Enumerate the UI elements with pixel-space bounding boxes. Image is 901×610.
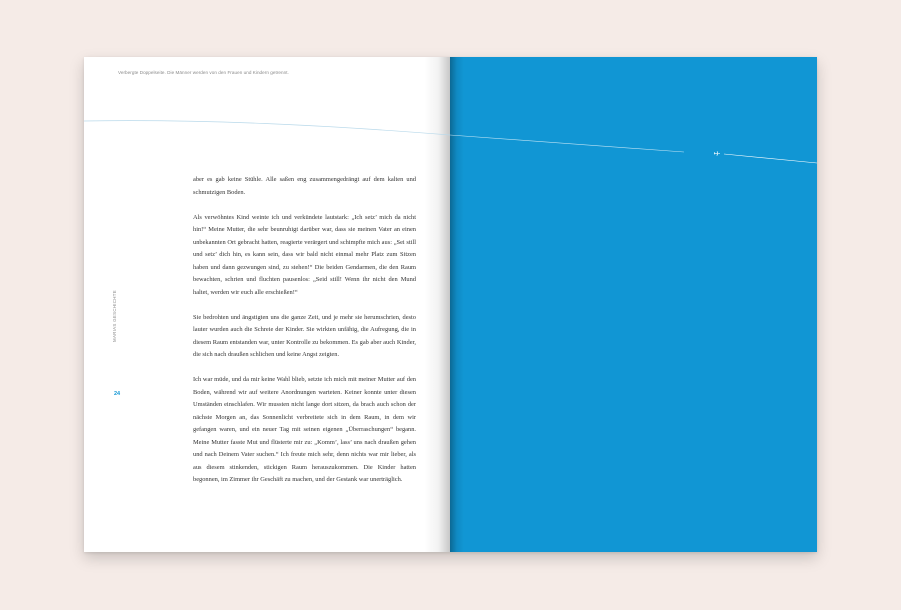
image-caption: Verbergte Doppelseite. Die Männer werden von den Frauen und Kindern getrennt.: [118, 70, 289, 75]
left-page: [84, 57, 450, 552]
gutter-shadow-right: [450, 57, 464, 552]
gutter-shadow: [424, 57, 450, 552]
page-number: 24: [114, 391, 121, 397]
running-head: MARIAS GESCHICHTE: [112, 290, 117, 342]
right-page: [450, 57, 817, 552]
book-spread: [84, 57, 817, 552]
paragraph: Ich war müde, und da mir keine Wahl blieb, setzte ich mich mit meiner Mutter auf den Boden, während wir auf weitere Anordnungen warteten. Keiner konnte unter diesen Umständen einschlafen. Wir mussten nicht lange dort sitzen, da brach auch schon der nächste Morgen an, das Sonnenlicht verbreitete sich in dem Raum, in dem wir gefangen waren, und ein neuer Tag mit seinen eigenen „Überraschungen“ begann. Meine Mutter fasste Mut und flüsterte mir zu: „Komm’, lass’ uns nach draußen gehen und nach Deinem Vater suchen.“ Ich freute mich sehr, denn nichts war mir lieber, als aus diesem stinkenden, stickigen Raum herauszukommen. Die Kinder hatten begonnen, im Zimmer ihr Geschäft zu machen, und der Gestank war unerträglich.: [193, 376, 416, 483]
paragraph: Sie bedrohten und ängstigten uns die ganze Zeit, und je mehr sie herumschrien, desto lauter wurden auch die Schreie der Kinder. Sie wirkten unfähig, die Aufregung, die in diesem Raum entstanden war, unter Kontrolle zu bekommen. Es gab aber auch Kinder, die sich nach draußen schlichen und keine Angst zeigten.: [193, 313, 416, 358]
paragraph: aber es gab keine Stühle. Alle saßen eng zusammengedrängt auf dem kalten und schmutzigen Boden.: [193, 176, 416, 196]
body-text: [193, 174, 416, 499]
paragraph: Als verwöhntes Kind weinte ich und verkündete lautstark: „Ich setz’ mich da nicht hin!“ Meine Mutter, die sehr beunruhigt darüber war, dass sie meinen Vater an einen unbekannten Ort gebracht hatten, reagierte verärgert und schimpfte mich aus: „Sei still und setz’ dich hin, es kann sein, dass wir bald nicht einmal mehr Platz zum Sitzen haben und dann gezwungen sind, zu stehen!“ Die beiden Gendarmen, die den Raum bewachten, schrien und fluchten pausenlos: „Seid still! Wenn ihr nicht den Mund haltet, werden wir euch alle erschießen!“: [193, 213, 416, 296]
